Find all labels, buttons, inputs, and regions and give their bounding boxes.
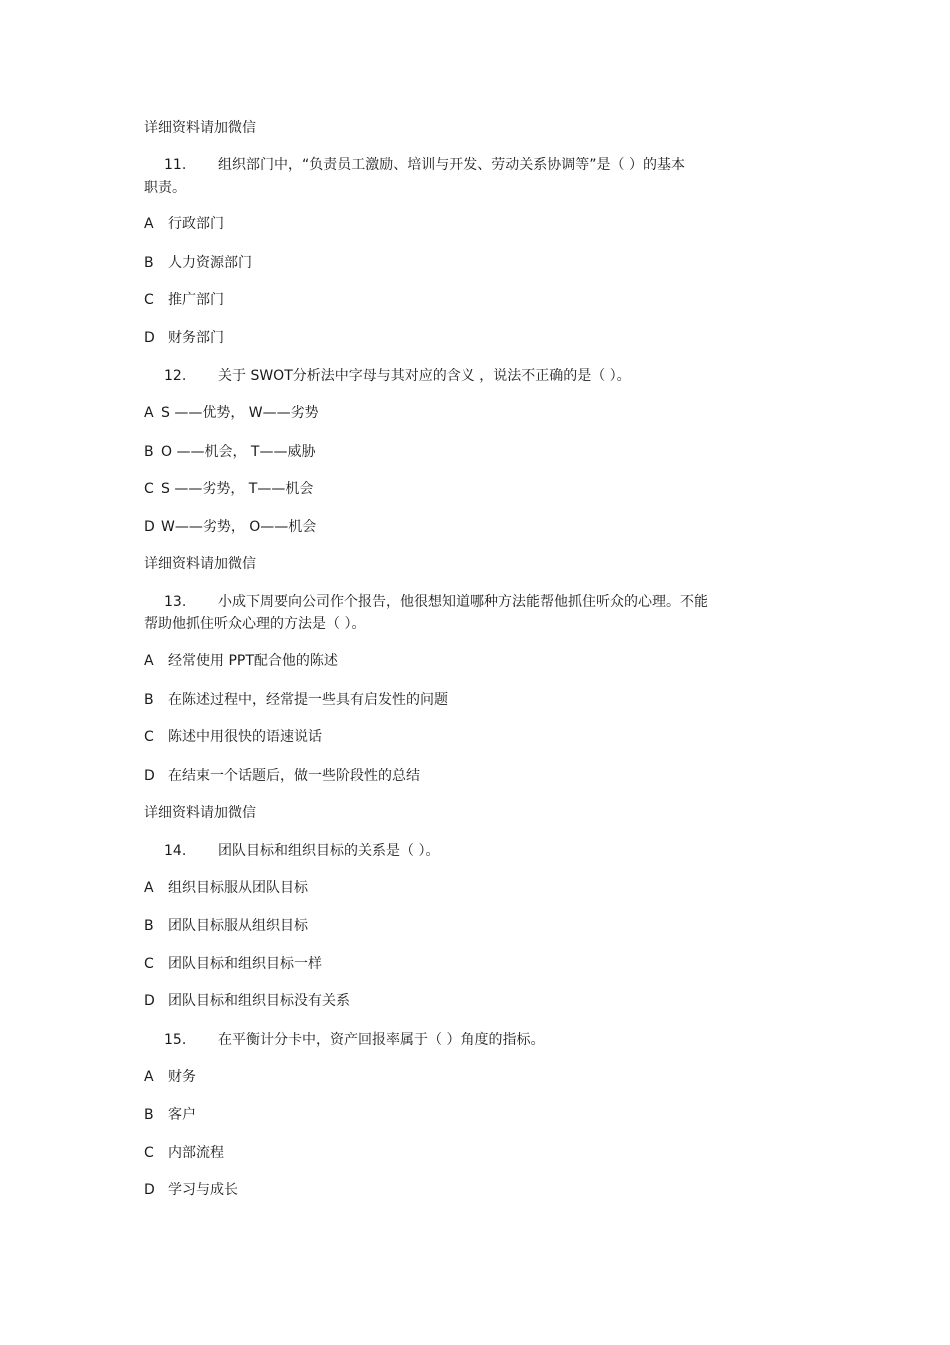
question-15-option-b: B 客户: [144, 1107, 196, 1123]
question-13-text-cont: 帮助他抓住听众心理的方法是（ ）。: [144, 616, 366, 632]
question-15-option-a: A 财务: [144, 1069, 196, 1085]
question-11-option-c: C 推广部门: [144, 292, 224, 308]
question-14-option-a: A 组织目标服从团队目标: [144, 880, 308, 896]
wechat-note-2: 详细资料请加微信: [144, 556, 256, 572]
question-12-option-c: C S ——劣势， T——机会: [144, 481, 314, 497]
question-11-number: 11.: [164, 157, 187, 173]
question-14-option-d: D 团队目标和组织目标没有关系: [144, 993, 350, 1009]
question-12-text: 关于 SWOT分析法中字母与其对应的含义 ，说法不正确的是（ ）。: [218, 368, 631, 384]
question-12-option-d: D W——劣势， O——机会: [144, 519, 317, 535]
wechat-note-1: 详细资料请加微信: [144, 120, 256, 136]
question-11-text-cont: 职责。: [144, 180, 186, 196]
question-14-option-b: B 团队目标服从组织目标: [144, 918, 308, 934]
question-14-text: 团队目标和组织目标的关系是（ ）。: [218, 843, 440, 859]
question-11-text: 组织部门中，“负责员工激励、培训与开发、劳动关系协调等”是（ ）的基本: [218, 157, 685, 173]
question-15-number: 15.: [164, 1032, 187, 1048]
wechat-note-3: 详细资料请加微信: [144, 805, 256, 821]
question-15-text: 在平衡计分卡中，资产回报率属于（ ）角度的指标。: [218, 1032, 545, 1048]
question-11-option-a: A 行政部门: [144, 216, 224, 232]
question-14-number: 14.: [164, 843, 187, 859]
question-13-text: 小成下周要向公司作个报告，他很想知道哪种方法能帮他抓住听众的心理。不能: [218, 594, 708, 610]
question-15-option-c: C 内部流程: [144, 1145, 224, 1161]
question-14-option-c: C 团队目标和组织目标一样: [144, 956, 322, 972]
question-12-option-a: A S ——优势， W——劣势: [144, 405, 319, 421]
question-13-option-b: B 在陈述过程中，经常提一些具有启发性的问题: [144, 692, 448, 708]
question-12-option-b: B O ——机会， T——威胁: [144, 444, 316, 460]
question-13-number: 13.: [164, 594, 187, 610]
question-13-option-c: C 陈述中用很快的语速说话: [144, 729, 322, 745]
question-13-option-d: D 在结束一个话题后，做一些阶段性的总结: [144, 768, 420, 784]
question-12-number: 12.: [164, 368, 187, 384]
question-15-option-d: D 学习与成长: [144, 1182, 238, 1198]
question-13-option-a: A 经常使用 PPT配合他的陈述: [144, 653, 338, 669]
question-11-option-d: D 财务部门: [144, 330, 224, 346]
question-11-option-b: B 人力资源部门: [144, 255, 252, 271]
